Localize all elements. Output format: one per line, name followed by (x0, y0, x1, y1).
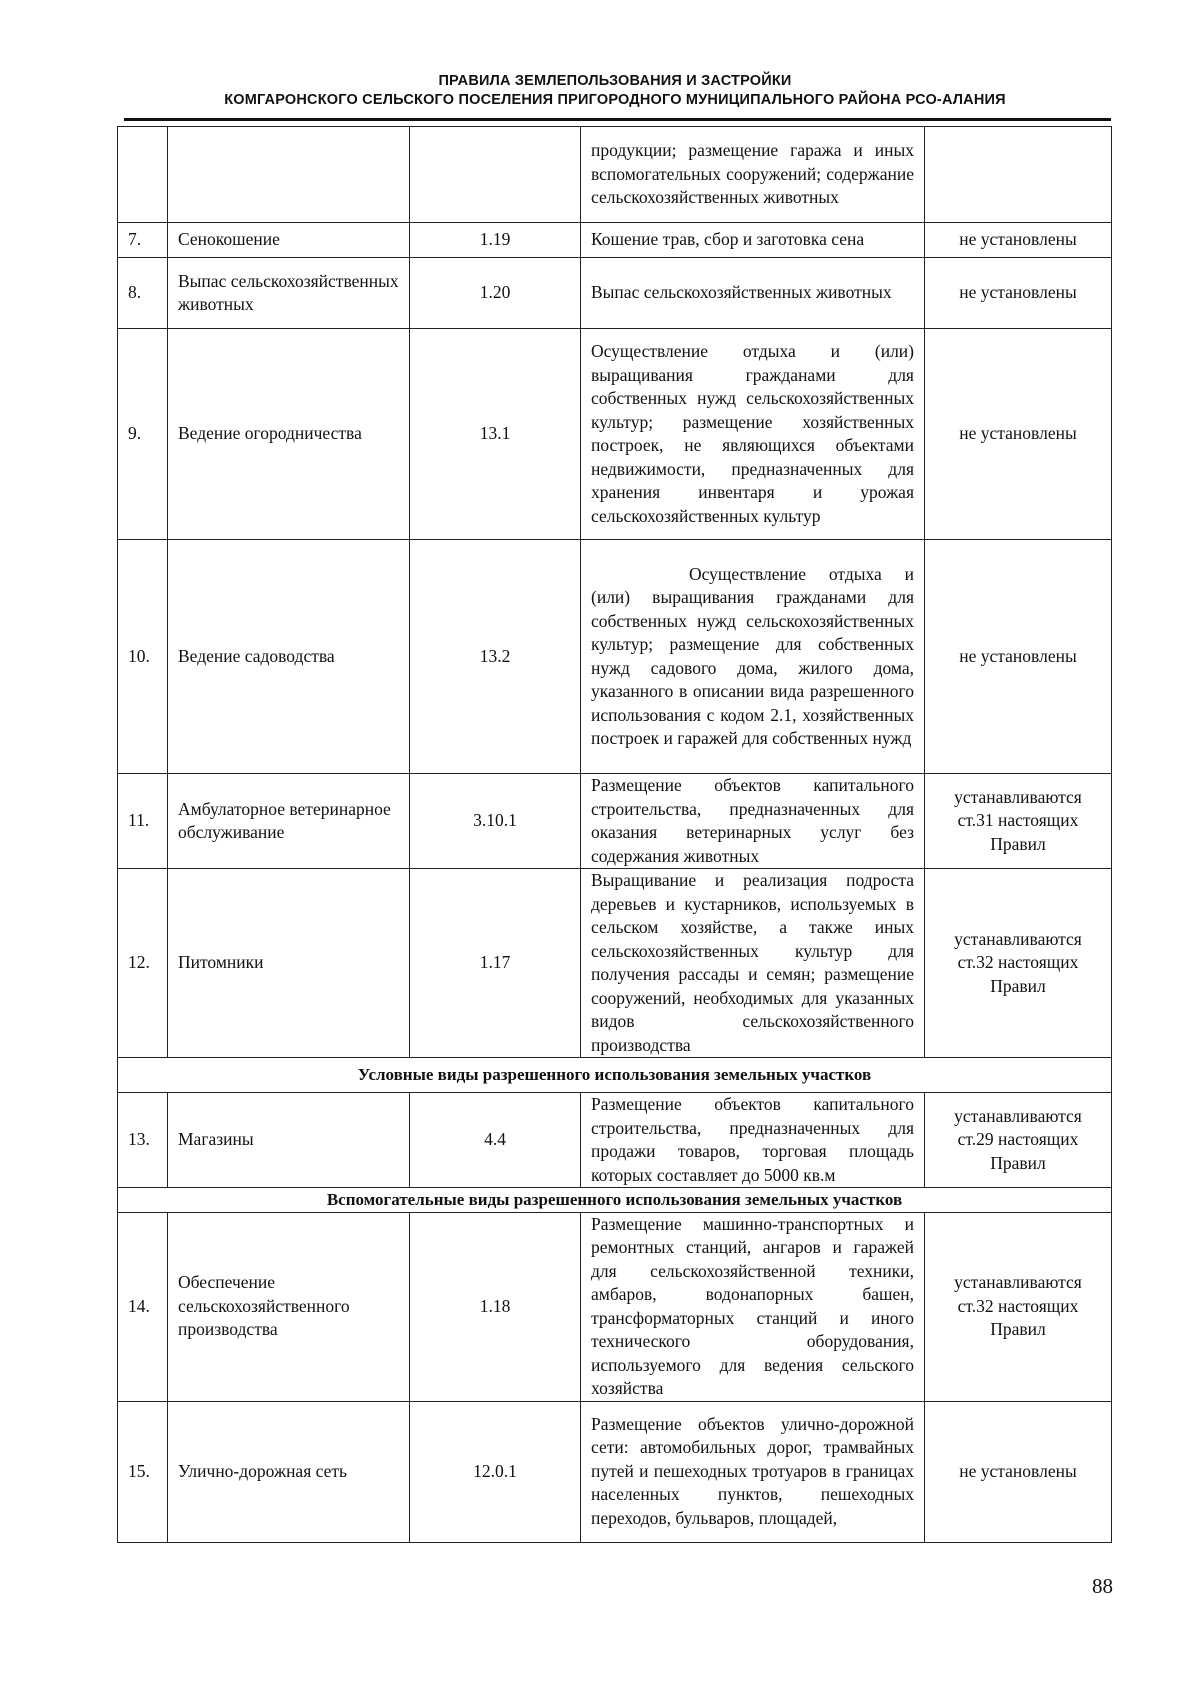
use-code: 1.17 (410, 869, 581, 1058)
use-description: Размещение объектов капитального строительства, предназначенных для оказания ветеринарных услуг без содержания животных (581, 774, 925, 869)
use-parameters: не установлены (925, 1401, 1112, 1542)
row-number: 12. (118, 869, 168, 1058)
section-heading-auxiliary: Вспомогательные виды разрешенного использования земельных участков (118, 1188, 1112, 1213)
use-parameters: не установлены (925, 223, 1112, 258)
use-parameters: устанавливаются ст.29 настоящих Правил (925, 1093, 1112, 1188)
table-row (118, 869, 1112, 1058)
use-description: Выращивание и реализация подроста деревьев и кустарников, используемых в сельском хозяйстве, а также иных сельскохозяйственных культур для получения рассады и семян; размещение сооружений, необходимых для указанных видов сельскохозяйственного производства (581, 869, 925, 1058)
row-number: 8. (118, 258, 168, 329)
use-name: Сенокошение (168, 223, 410, 258)
use-code: 1.20 (410, 258, 581, 329)
use-parameters: не установлены (925, 540, 1112, 774)
use-description: Размещение объектов капитального строительства, предназначенных для продажи товаров, торговая площадь которых составляет до 5000 кв.м (581, 1093, 925, 1188)
row-number: 11. (118, 774, 168, 869)
use-parameters: устанавливаются ст.32 настоящих Правил (925, 869, 1112, 1058)
row-number: 10. (118, 540, 168, 774)
header-title-line-2: КОМГАРОНСКОГО СЕЛЬСКОГО ПОСЕЛЕНИЯ ПРИГОРОДНОГО МУНИЦИПАЛЬНОГО РАЙОНА РСО-АЛАНИЯ (224, 92, 1006, 108)
use-name: Улично-дорожная сеть (168, 1401, 410, 1542)
row-number: 13. (118, 1093, 168, 1188)
table-row (118, 774, 1112, 869)
page-header (120, 72, 1110, 110)
use-parameters: не установлены (925, 258, 1112, 329)
row-number: 14. (118, 1212, 168, 1401)
use-code: 13.2 (410, 540, 581, 774)
use-code: 13.1 (410, 329, 581, 540)
section-row (118, 1058, 1112, 1093)
use-code: 4.4 (410, 1093, 581, 1188)
use-description-cell (581, 540, 925, 774)
use-name: Питомники (168, 869, 410, 1058)
use-name: Ведение садоводства (168, 540, 410, 774)
table-row (118, 258, 1112, 329)
table-row (118, 1401, 1112, 1542)
use-description: Осуществление отдыха и (или) выращивания гражданами для собственных нужд сельскохозяйственных культур; размещение хозяйственных построек, не являющихся объектами недвижимости, предназначенных для хранения инвентаря и урожая сельскохозяйственных культур (581, 329, 925, 540)
use-parameters (925, 127, 1112, 223)
row-number: 15. (118, 1401, 168, 1542)
use-parameters: устанавливаются ст.31 настоящих Правил (925, 774, 1112, 869)
header-title-line-1: ПРАВИЛА ЗЕМЛЕПОЛЬЗОВАНИЯ И ЗАСТРОЙКИ (438, 73, 792, 89)
use-description: Размещение объектов улично-дорожной сети: автомобильных дорог, трамвайных путей и пешеходных тротуаров в границах населенных пунктов, пешеходных переходов, бульваров, площадей, (581, 1401, 925, 1542)
table-row (118, 1212, 1112, 1401)
use-code: 3.10.1 (410, 774, 581, 869)
use-name: Ведение огородничества (168, 329, 410, 540)
use-description: Размещение машинно-транспортных и ремонтных станций, ангаров и гаражей для сельскохозяйственной техники, амбаров, водонапорных башен, трансформаторных станций и иного технического оборудования, используемого для ведения сельского хозяйства (581, 1212, 925, 1401)
table-row (118, 127, 1112, 223)
land-use-table (117, 126, 1112, 1543)
page-number: 88 (1092, 1574, 1113, 1598)
table-row (118, 1093, 1112, 1188)
use-description: Выпас сельскохозяйственных животных (581, 258, 925, 329)
row-number: 9. (118, 329, 168, 540)
section-row (118, 1188, 1112, 1213)
use-name: Амбулаторное ветеринарное обслуживание (168, 774, 410, 869)
table-row (118, 329, 1112, 540)
use-parameters: устанавливаются ст.32 настоящих Правил (925, 1212, 1112, 1401)
use-name: Магазины (168, 1093, 410, 1188)
use-parameters: не установлены (925, 329, 1112, 540)
use-description: продукции; размещение гаража и иных вспомогательных сооружений; содержание сельскохозяйственных животных (581, 127, 925, 223)
use-name: Обеспечение сельскохозяйственного производства (168, 1212, 410, 1401)
use-code: 12.0.1 (410, 1401, 581, 1542)
table-row (118, 223, 1112, 258)
row-number: 7. (118, 223, 168, 258)
table-row (118, 540, 1112, 774)
use-description: Осуществление отдыха и (или) выращивания гражданами для собственных нужд сельскохозяйственных культур; размещение для собственных нужд садового дома, жилого дома, указанного в описании вида разрешенного использования с кодом 2.1, хозяйственных построек и гаражей для собственных нужд (591, 563, 914, 748)
use-description: Кошение трав, сбор и заготовка сена (581, 223, 925, 258)
header-rule (124, 118, 1111, 121)
row-number (118, 127, 168, 223)
section-heading-conditional: Условные виды разрешенного использования земельных участков (118, 1058, 1112, 1093)
use-code: 1.18 (410, 1212, 581, 1401)
use-code: 1.19 (410, 223, 581, 258)
use-name: Выпас сельскохозяйственных животных (168, 258, 410, 329)
use-name (168, 127, 410, 223)
use-code (410, 127, 581, 223)
